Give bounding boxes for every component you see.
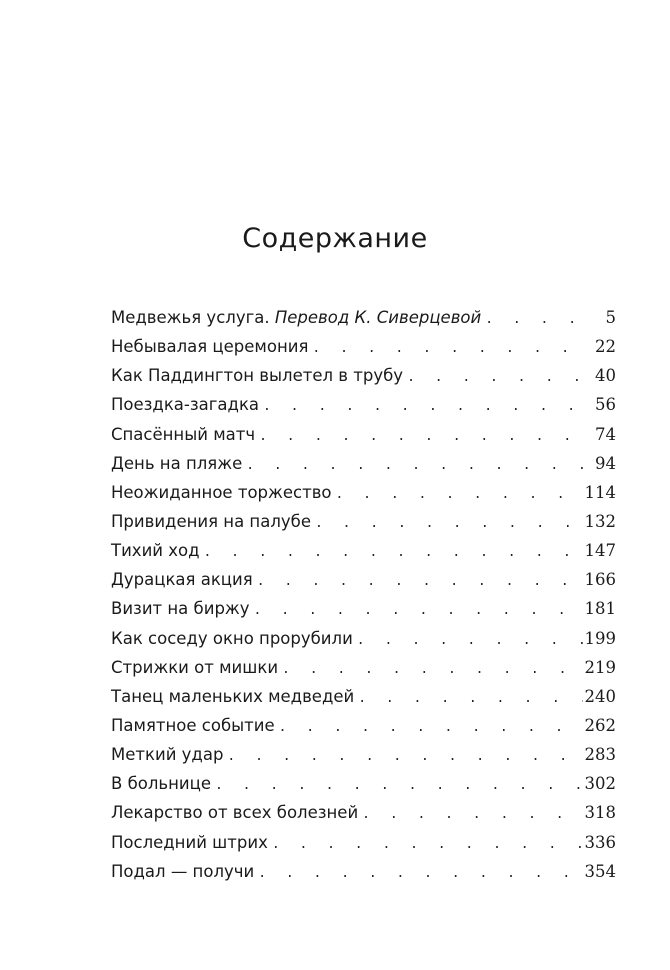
toc-entry [111, 303, 616, 332]
toc-entry [111, 653, 616, 682]
toc-entry-title [111, 828, 272, 857]
toc-dot-leader [258, 859, 582, 888]
toc-entry-title [111, 361, 407, 390]
toc-dot-leader [263, 392, 590, 421]
toc-entry-title-text: Как соседу окно прорубили [111, 628, 353, 648]
toc-dot-leader [246, 451, 590, 480]
toc-entry [111, 478, 616, 507]
toc-entry [111, 449, 616, 478]
toc-entry-title [111, 565, 257, 594]
toc-entry-page-number: 262 [584, 715, 616, 735]
toc-dot-leader [204, 538, 583, 567]
toc-entry-title-text: Стрижки от мишки [111, 657, 279, 677]
toc-entry-page-number: 336 [584, 832, 616, 852]
toc-entry-page-number: 114 [584, 482, 616, 502]
toc-entry-title [111, 857, 258, 886]
toc-entry-page-number: 40 [595, 366, 616, 386]
toc-dot-leader [215, 771, 583, 800]
toc-dot-leader [358, 684, 582, 713]
toc-entry-title-text: В больнице [111, 774, 211, 794]
toc-entry-page-number: 240 [584, 686, 616, 706]
toc-entry-page-number: 166 [584, 570, 616, 590]
toc-entry [111, 624, 616, 653]
toc-entry-title-text: Последний штрих [111, 832, 268, 852]
toc-entry-title [111, 740, 227, 769]
toc-entry-page-number: 147 [584, 541, 616, 561]
toc-dot-leader [336, 480, 583, 509]
toc-entry-page-number: 354 [584, 861, 616, 881]
toc-entry-title [111, 332, 312, 361]
toc-entry-title [111, 449, 246, 478]
toc-entry-page-number: 56 [595, 395, 616, 415]
toc-entry [111, 420, 616, 449]
toc-entry-title-text: Небывалая церемония [111, 337, 309, 357]
toc-dot-leader [257, 567, 583, 596]
toc-entry-page-number: 5 [605, 308, 616, 327]
toc-entry-page-number: 74 [595, 424, 616, 444]
toc-dot-leader [485, 305, 590, 334]
toc-dot-leader [259, 422, 590, 451]
toc-entry-title-text: Спасённый матч [111, 424, 256, 444]
toc-entry-title-text: Тихий ход [111, 541, 200, 561]
toc-entry [111, 769, 616, 798]
toc-entry-title [111, 682, 358, 711]
toc-entry-title-text: Памятное событие [111, 715, 275, 735]
toc-entry [111, 857, 616, 886]
toc-entry [111, 682, 616, 711]
toc-entry-title-text: Подал — получи [111, 861, 255, 881]
toc-entry [111, 828, 616, 857]
toc-entry-title-text: Медвежья услуга. [111, 308, 270, 327]
toc-entry-translator: Перевод К. Сиверцевой [274, 308, 482, 327]
toc-dot-leader [362, 800, 582, 829]
toc-entry-title [111, 624, 357, 653]
toc-entry-page-number: 181 [584, 599, 616, 619]
toc-entry [111, 711, 616, 740]
toc-dot-leader [315, 509, 583, 538]
toc-dot-leader [312, 334, 590, 363]
toc-entry-page-number: 199 [584, 628, 616, 648]
toc-entry-page-number: 219 [584, 657, 616, 677]
toc-entry-title [111, 711, 279, 740]
toc-entry-title [111, 390, 263, 419]
table-of-contents [111, 303, 616, 886]
toc-entry [111, 594, 616, 623]
toc-dot-leader [357, 626, 583, 655]
toc-entry [111, 740, 616, 769]
toc-entry-title-text: Неожиданное торжество [111, 482, 332, 502]
toc-entry-page-number: 318 [584, 803, 616, 823]
page-title: Содержание [242, 223, 428, 254]
toc-dot-leader [279, 713, 583, 742]
toc-entry-page-number: 132 [584, 511, 616, 531]
toc-entry-page-number: 22 [595, 337, 616, 357]
toc-entry-title-text: Как Паддингтон вылетел в трубу [111, 366, 404, 386]
toc-entry [111, 332, 616, 361]
toc-entry-title-text: Поездка-загадка [111, 395, 260, 415]
toc-entry-title-text: Танец маленьких медведей [111, 686, 355, 706]
toc-entry-title-text: Меткий удар [111, 745, 224, 765]
toc-entry-title-text: Привидения на палубе [111, 511, 311, 531]
toc-entry-title [111, 420, 259, 449]
toc-entry [111, 536, 616, 565]
toc-entry-title [111, 798, 362, 827]
toc-dot-leader [272, 830, 583, 859]
toc-entry-title [111, 653, 282, 682]
toc-entry-page-number: 302 [584, 774, 616, 794]
toc-entry-title-text: Лекарство от всех болезней [111, 803, 359, 823]
toc-entry-title [111, 536, 204, 565]
toc-entry-title [111, 769, 215, 798]
toc-entry [111, 565, 616, 594]
toc-entry [111, 507, 616, 536]
toc-dot-leader [282, 655, 582, 684]
toc-entry-title [111, 303, 485, 332]
toc-dot-leader [407, 363, 590, 392]
toc-dot-leader [254, 596, 583, 625]
toc-entry-title-text: Дурацкая акция [111, 570, 253, 590]
toc-entry-page-number: 94 [595, 453, 616, 473]
toc-dot-leader [227, 742, 582, 771]
toc-entry-title-text: Визит на биржу [111, 599, 250, 619]
toc-entry-title [111, 507, 315, 536]
toc-entry [111, 798, 616, 827]
toc-entry-title [111, 594, 254, 623]
toc-entry [111, 361, 616, 390]
toc-entry [111, 390, 616, 419]
toc-entry-page-number: 283 [584, 745, 616, 765]
toc-entry-title [111, 478, 336, 507]
toc-entry-title-text: День на пляже [111, 453, 243, 473]
